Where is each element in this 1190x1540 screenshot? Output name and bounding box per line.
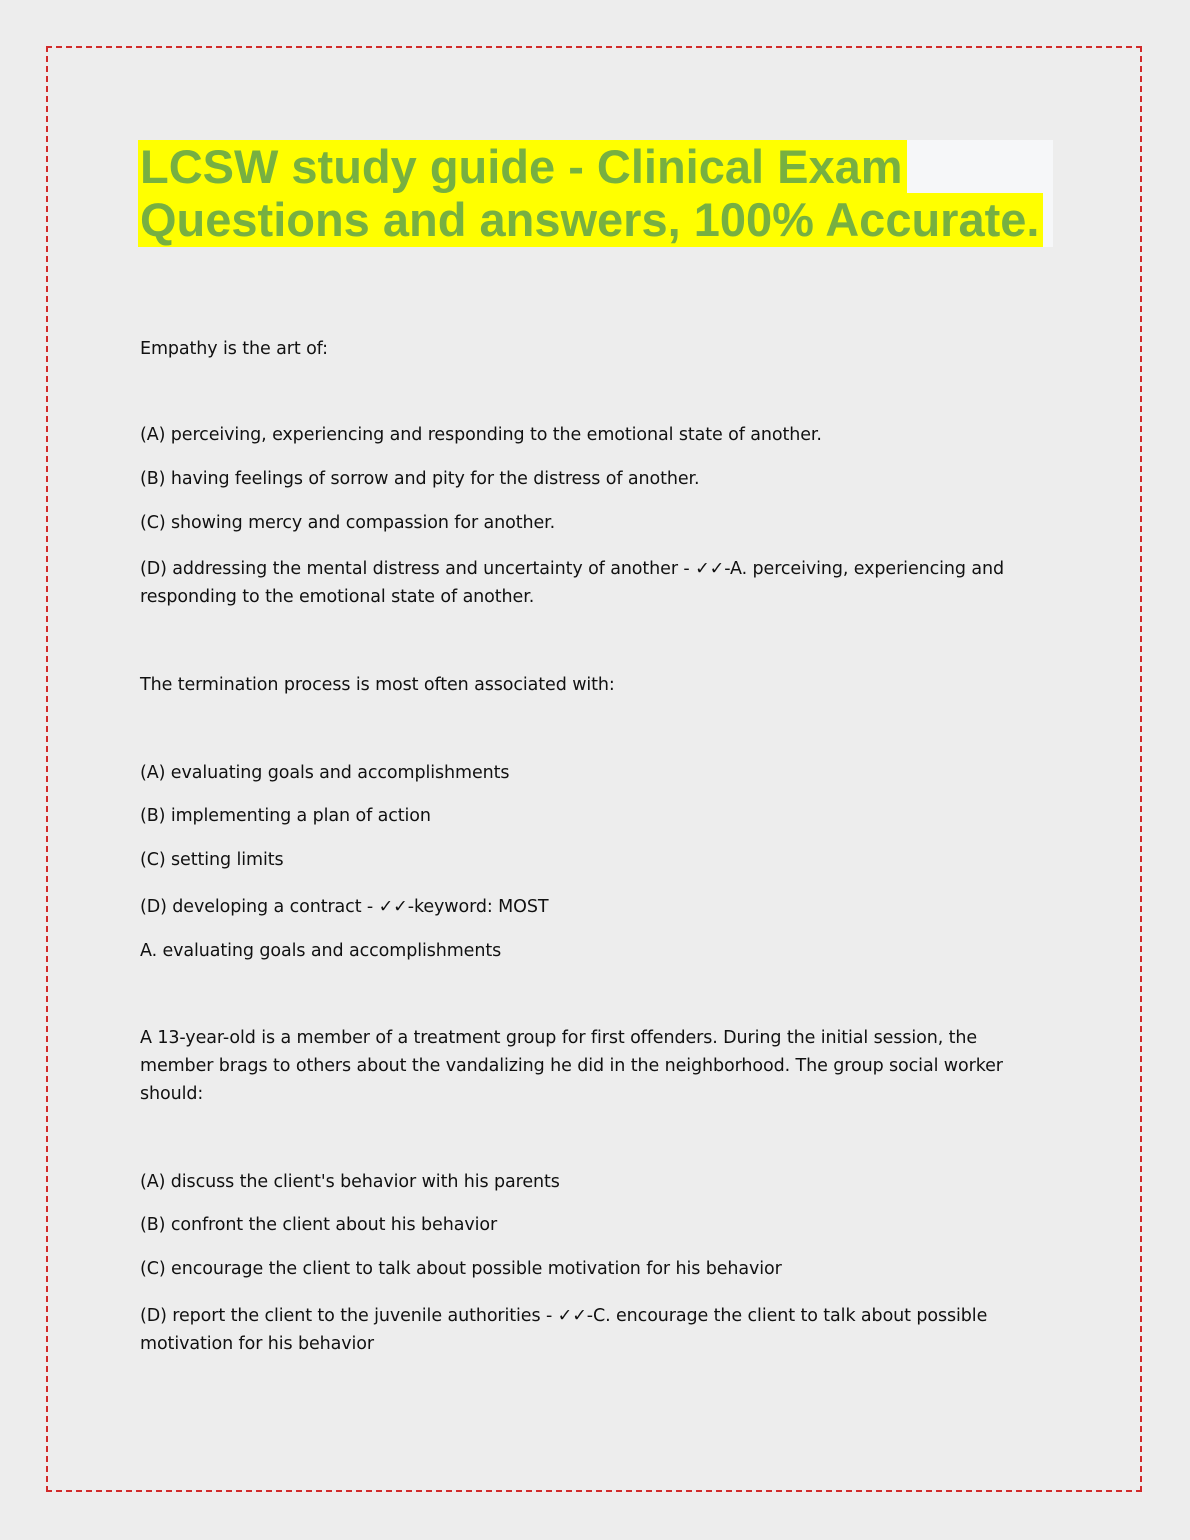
- question-1-option-c: (C) showing mercy and compassion for another.: [140, 513, 556, 533]
- question-2-option-a: (A) evaluating goals and accomplishments: [140, 763, 510, 783]
- question-1-option-a: (A) perceiving, experiencing and responding to the emotional state of another.: [140, 425, 822, 445]
- question-3-option-b: (B) confront the client about his behavior: [140, 1215, 498, 1235]
- title-line-1: LCSW study guide - Clinical Exam: [138, 140, 907, 194]
- document-title: [138, 140, 1053, 247]
- question-2-answer: A. evaluating goals and accomplishments: [140, 941, 502, 961]
- question-2-stem: The termination process is most often associated with:: [140, 675, 615, 695]
- question-3-stem: A 13-year-old is a member of a treatment group for first offenders. During the initial session, the member brags to others about the vandalizing he did in the neighborhood. The group social worker should:: [140, 1028, 1003, 1104]
- question-3-option-a: (A) discuss the client's behavior with his parents: [140, 1172, 560, 1192]
- title-line-2: Questions and answers, 100% Accurate.: [138, 193, 1043, 247]
- question-1-stem: Empathy is the art of:: [140, 339, 328, 359]
- question-2-option-c: (C) setting limits: [140, 850, 284, 870]
- question-1-option-b: (B) having feelings of sorrow and pity for the distress of another.: [140, 469, 700, 489]
- question-3-option-d-answer: (D) report the client to the juvenile authorities - ✓✓-C. encourage the client to talk about possible motivation for his behavior: [140, 1306, 988, 1354]
- question-2-option-b: (B) implementing a plan of action: [140, 806, 431, 826]
- question-3-option-c: (C) encourage the client to talk about possible motivation for his behavior: [140, 1259, 782, 1279]
- question-2-option-d-answer: (D) developing a contract - ✓✓-keyword: MOST: [140, 897, 549, 917]
- question-1-option-d-answer: (D) addressing the mental distress and uncertainty of another - ✓✓-A. perceiving, experiencing and responding to the emotional state of another.: [140, 559, 1004, 607]
